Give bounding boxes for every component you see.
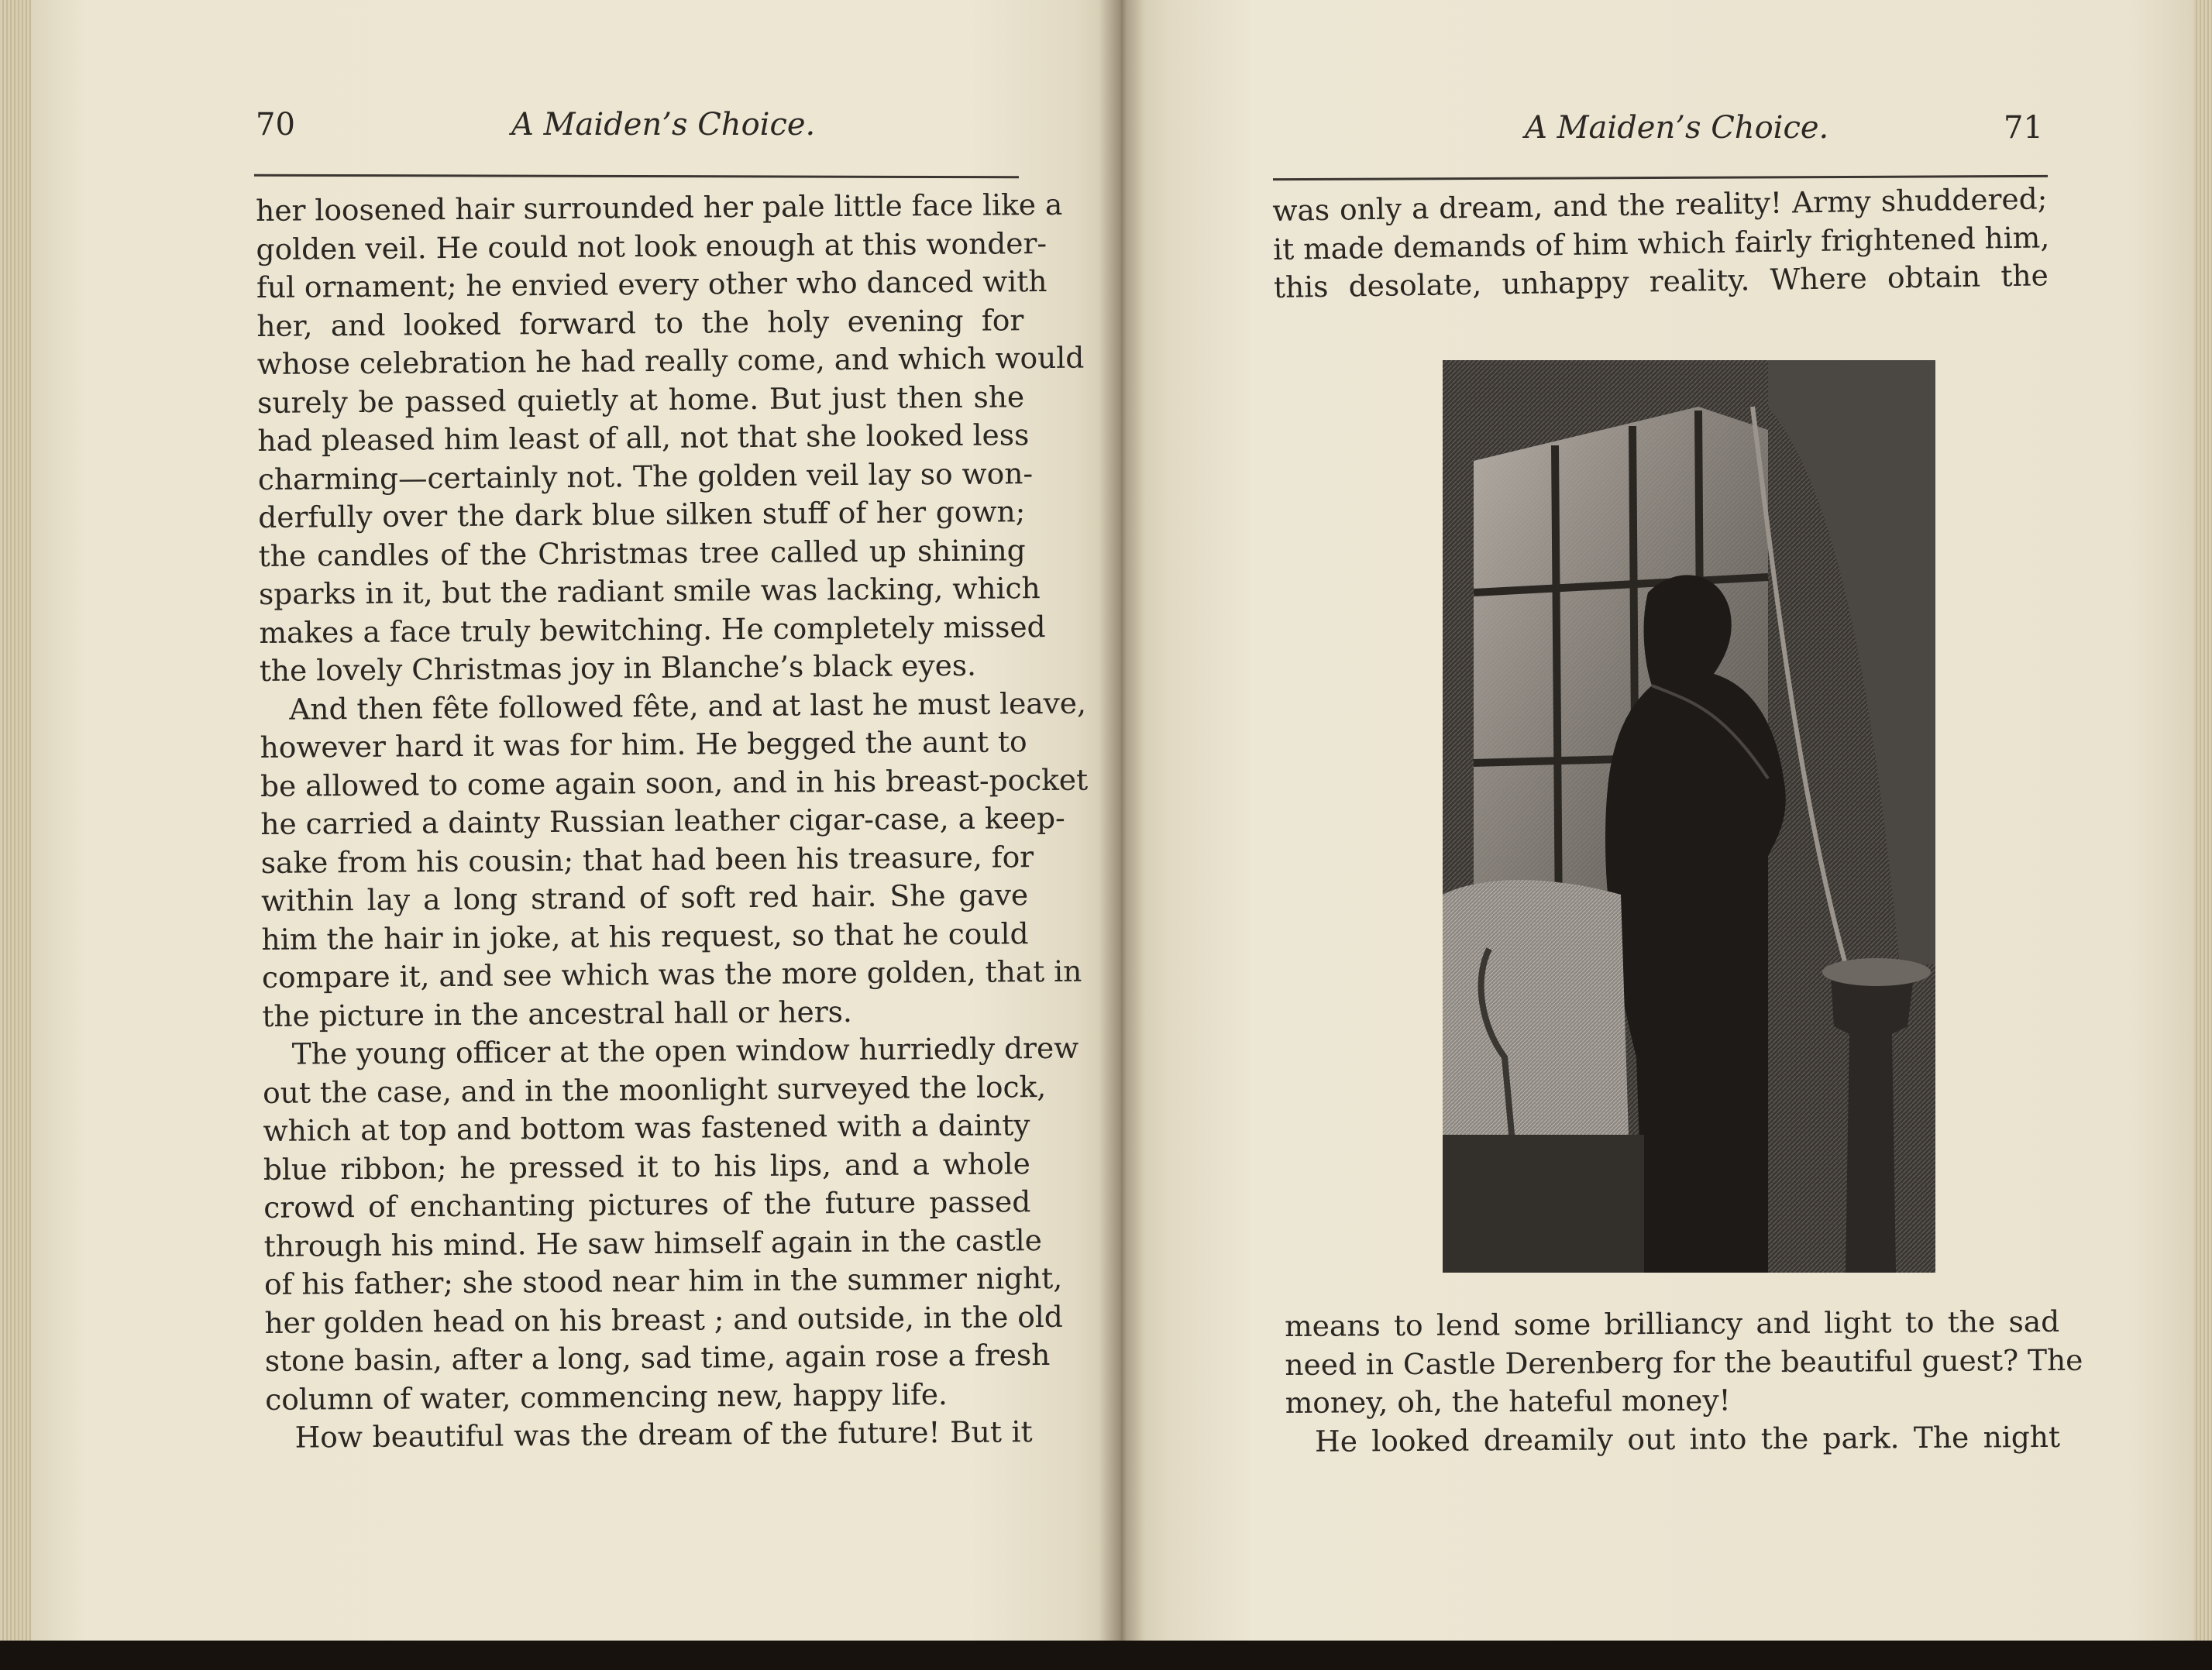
text-line: had pleased him least of all, not that she looked less [257, 418, 1030, 458]
left-page-number: 70 [256, 107, 295, 143]
text-line: her golden head on his breast ; and outside, in the old [264, 1299, 1063, 1340]
right-body-text-top [1272, 180, 2049, 307]
right-running-title: A Maiden’s Choice. [1525, 110, 1829, 146]
text-line: compare it, and see which was the more golden, that in [261, 954, 1082, 995]
text-line: How beautiful was the dream of the future! But it [294, 1414, 1033, 1455]
text-line: however hard it was for him. He begged the aunt to [260, 724, 1027, 765]
text-line: money, oh, the hateful money! [1285, 1383, 1731, 1420]
text-line: the candles of the Christmas tree called up shining [258, 532, 1026, 573]
text-line: out the case, and in the moonlight surveyed the lock, [262, 1069, 1047, 1110]
right-page-number: 71 [2004, 110, 2043, 146]
text-line: through his mind. He saw himself again in the castle [263, 1222, 1043, 1263]
text-line: be allowed to come again soon, and in his breast-pocket [260, 762, 1089, 803]
text-line: sparks in it, but the radiant smile was lacking, which [258, 571, 1041, 611]
page-edges [0, 0, 31, 1650]
text-line: golden veil. He could not look enough at this wonder- [256, 225, 1048, 266]
text-line: the picture in the ancestral hall or hers. [262, 994, 852, 1033]
text-line: need in Castle Derenberg for the beautiful guest? The [1285, 1342, 2083, 1382]
man-at-window-illustration [1443, 360, 1935, 1273]
text-line: means to lend some brilliancy and light to the sad [1285, 1304, 2060, 1343]
page-edges [2193, 0, 2212, 1650]
left-running-title: A Maiden’s Choice. [511, 107, 816, 143]
left-body-text [256, 186, 1089, 1457]
text-line: makes a face truly bewitching. He completely missed [259, 609, 1046, 650]
text-line: it made demands of him which fairly frightened him, [1272, 219, 2050, 266]
text-line: was only a dream, and the reality! Army shuddered; [1272, 181, 2048, 228]
text-line: which at top and bottom was fastened with a dainty [263, 1108, 1030, 1148]
scan-bottom-edge [0, 1641, 2212, 1670]
header-rule [1273, 175, 2048, 180]
text-line: crowd of enchanting pictures of the future passed [263, 1184, 1031, 1225]
text-line: ful ornament; he envied every other who danced with [256, 263, 1048, 304]
text-line: him the hair in joke, at his request, so that he could [261, 916, 1029, 957]
text-line: her, and looked forward to the holy evening for [256, 302, 1024, 343]
text-line: whose celebration he had really come, and which would [256, 340, 1085, 381]
text-line: He looked dreamily out into the park. The night [1314, 1419, 2061, 1459]
text-line: within lay a long strand of soft red hair. She gave [261, 878, 1029, 918]
header-rule [254, 174, 1019, 179]
text-line: derfully over the dark blue silken stuff of her gown; [258, 494, 1026, 534]
book-gutter [1099, 0, 1145, 1650]
text-line: stone basin, after a long, sad time, again rose a fresh [264, 1337, 1051, 1378]
text-line: he carried a dainty Russian leather cigar-case, a keep- [260, 800, 1065, 841]
text-line: the lovely Christmas joy in Blanche’s black eyes. [259, 648, 977, 688]
illustration-drawing [1443, 360, 1935, 1273]
text-line: sake from his cousin; that had been his treasure, for [260, 839, 1034, 880]
text-line: surely be passed quietly at home. But just then she [256, 379, 1025, 420]
text-line: The young officer at the open window hurriedly drew [291, 1030, 1079, 1071]
text-line: this desolate, unhappy reality. Where obtain the [1273, 258, 2049, 304]
text-line: charming—certainly not. The golden veil lay so won- [257, 455, 1034, 497]
text-line: her loosened hair surrounded her pale little face like a [256, 187, 1063, 228]
text-line: And then fête followed fête, and at last he must leave, [289, 686, 1087, 727]
text-line: column of water, commencing new, happy life. [265, 1376, 948, 1417]
text-line: blue ribbon; he pressed it to his lips, and a whole [263, 1146, 1031, 1187]
text-line: of his father; she stood near him in the summer night, [263, 1260, 1063, 1301]
right-body-text-bottom [1285, 1303, 2083, 1461]
